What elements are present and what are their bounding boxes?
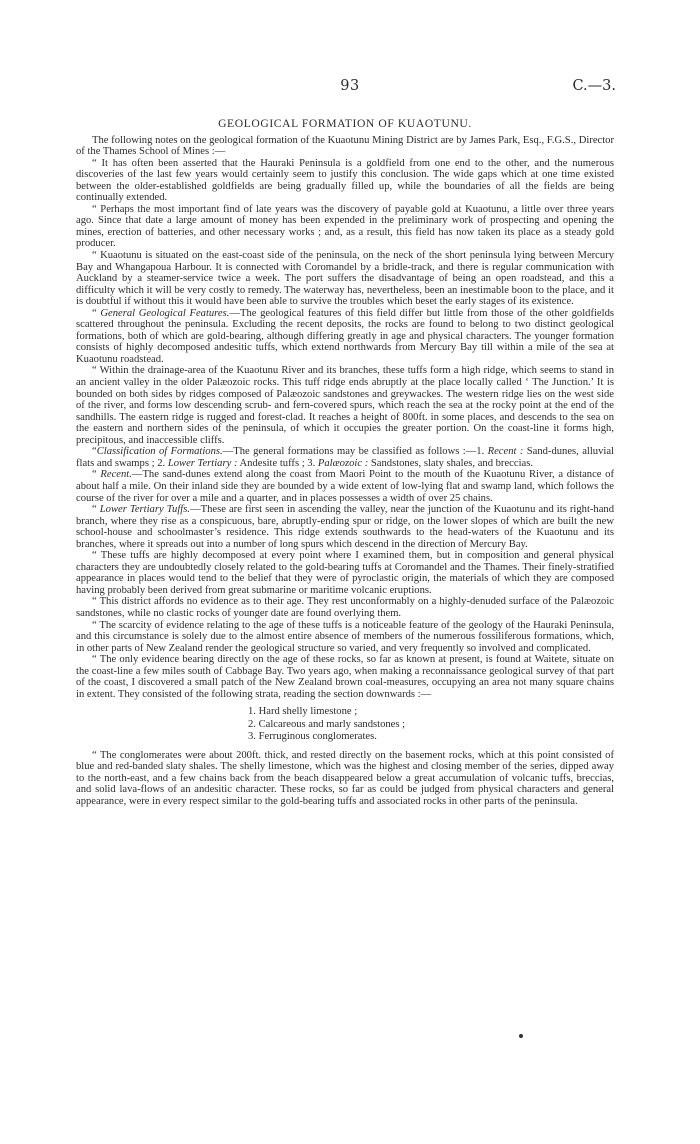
strata-item: 2. Calcareous and marly sandstones ; bbox=[248, 718, 406, 730]
paragraph-discovery: “ Perhaps the most important find of late years was the discovery of payable gold at Kuaotunu, a little over three years ago. Since that date a large amount of money has been expended in the preliminary work of prospecting and opening the mines, erection of batteries, and other necessary works ; and, as a result, this field has now taken its place as a steady gold producer. bbox=[76, 203, 614, 250]
strata-item: 3. Ferruginous conglomerates. bbox=[248, 731, 377, 743]
term-palaeozoic: Palæozoic : bbox=[317, 457, 369, 469]
heading-lower-tertiary-tuffs: Lower Tertiary Tuffs. bbox=[99, 504, 191, 516]
paragraph-lower-tertiary-tuffs bbox=[76, 504, 614, 550]
quote-mark: “ bbox=[92, 307, 101, 319]
paragraph-waitete: “ The only evidence bearing directly on the age of these rocks, so far as known at present, is found at Waitete, situate on the coast-line a few miles south of Cabbage Bay. Two years ago, when making a reconnaissance geological survey of that part of the coast, I discovered a small patch of the New Zealand brown coal-measures, occupying an area not many square chains in extent. They consisted of the following strata, reading the section downwards :— bbox=[76, 654, 614, 700]
paragraph-text: Sandstones, slaty shales, and breccias. bbox=[368, 457, 533, 469]
document-body bbox=[76, 118, 614, 808]
quote-mark: “ bbox=[92, 446, 97, 458]
term-recent: Recent : bbox=[487, 446, 524, 458]
paragraph-text: —The sand-dunes extend along the coast from Maori Point to the mouth of the Kuaotunu River, a distance of about half a mile. On their inland side they are bounded by a wide extent of low-lying flat and swamp land, which follows the course of the river for over a mile and a quarter, and in places possesses a width of over 25 chains. bbox=[76, 469, 614, 504]
paragraph-conglomerates: “ The conglomerates were about 200ft. thick, and rested directly on the basement rocks, which at this point consisted of blue and red-banded slaty shales. The shelly limestone, which was the highest and closing member of the series, dipped away to the north-east, and a few chains back from the beach disappeared below a great accumulation of volcanic tuffs, breccias, and solid lava-flows of an andesitic character. These rocks, so far as could be judged from physical characters and general appearance, were in every respect similar to the gold-bearing tuffs and associated rocks in other parts of the peninsula. bbox=[76, 749, 614, 808]
paragraph-tuffs-decomposed: “ These tuffs are highly decomposed at every point where I examined them, but in composition and general physical characters they are undoubtedly closely related to the gold-bearing tuffs at Coromandel and the Thames. Their finely-stratified appearance in places would tend to the belief that they were of pyroclastic origin, the materials of which they are composed having probably been derived from great submarine or maritime volcanic eruptions. bbox=[76, 550, 614, 596]
paragraph-text: Andesite tuffs ; 3. bbox=[237, 457, 318, 469]
paragraph-text: —The general formations may be classified as follows :—1. bbox=[222, 446, 488, 458]
paragraph-text: —These are first seen in ascending the valley, near the junction of the Kuaotunu and its right-hand branch, where they rise as a conspicuous, bare, abruptly-ending spur or ridge, on the lower slopes of which are built the new school-house and schoolmaster’s residence. This ridge extends southwards to the head-waters of the Kuaotunu and its branches, where it spreads out into a number of long spurs which descend in the direction of Mercury Bay. bbox=[76, 504, 615, 550]
term-lower-tertiary: Lower Tertiary : bbox=[167, 457, 238, 469]
document-code: C.—3. bbox=[572, 78, 616, 94]
heading-recent: Recent. bbox=[100, 469, 132, 481]
strata-item: 1. Hard shelly limestone ; bbox=[248, 706, 358, 718]
quote-mark: “ bbox=[92, 504, 100, 516]
heading-general-features: General Geological Features. bbox=[100, 307, 230, 319]
quote-mark: “ bbox=[92, 469, 101, 481]
paragraph-drainage-area: “ Within the drainage-area of the Kuaotunu River and its branches, these tuffs form a high ridge, which seems to stand in an ancient valley in the older Palæozoic rocks. This tuff ridge ends abruptly at the place locally called ‘ The Junction.’ It is bounded on both sides by ridges composed of Palæozoic sandstones and greywackes. The western ridge lies on the west side of the river, and forms low descending scrub- and fern-covered spurs, which reach the sea at the rocky point at the end of the sandhills. The eastern ridge is rugged and forest-clad. It reaches a height of 800ft. in some places, and descends to the sea on the eastern and northern sides of the peninsula, of which it occupies the greater portion. On the coast-line it forms high, precipitous, and inaccessible cliffs. bbox=[76, 365, 614, 446]
heading-classification: Classification of Formations. bbox=[96, 446, 223, 458]
paragraph-general-features bbox=[76, 308, 614, 366]
paragraph-intro: The following notes on the geological formation of the Kuaotunu Mining District are by James Park, Esq., F.G.S., Director of the Thames School of Mines :— bbox=[76, 134, 614, 158]
paragraph-text: —The geological features of this field differ but little from those of the other goldfields scattered throughout the peninsula. Excluding the recent deposits, the rocks are found to belong to two distinct geological formations, both of which are gold-bearing, although differing greatly in age and physical characters. The younger formation consists of highly decomposed andesitic tuffs, which extend northwards from Mercury Bay till within a mile of the sea at Kuaotunu roadstead. bbox=[76, 307, 615, 365]
paragraph-situation: “ Kuaotunu is situated on the east-coast side of the peninsula, on the neck of the short peninsula lying between Mercury Bay and Whangapoua Harbour. It is connected with Coromandel by a bridle-track, and there is regular communication with Auckland by a steamer-service twice a week. The port suffers the disadvantage of being an open roadstead, and this a difficulty which it will be very costly to remedy. The waterway has, nevertheless, been an inestimable boon to the place, and it is doubtful if without this it would have been able to survive the troubles which beset the early stages of its existence. bbox=[76, 250, 614, 308]
paragraph-text: Sand-dunes, alluvial flats and swamps ; 2. bbox=[76, 446, 614, 469]
paragraph-no-evidence: “ This district affords no evidence as to their age. They rest unconformably on a highly-denuded surface of the Palæozoic sandstones, while no clastic rocks of younger date are found overlying them. bbox=[76, 596, 614, 619]
paragraph-hauraki-goldfield: “ It has often been asserted that the Hauraki Peninsula is a goldfield from one end to the other, and the numerous discoveries of the last few years would certainly seem to justify this conclusion. The wide gaps which at one time existed between the older-established goldfields are being gradually filled up, while the boundaries of all the fields are being continually extended. bbox=[76, 157, 614, 204]
strata-list bbox=[76, 706, 614, 744]
paragraph-classification bbox=[76, 446, 614, 469]
section-title: GEOLOGICAL FORMATION OF KUAOTUNU. bbox=[218, 117, 472, 130]
paragraph-scarcity: “ The scarcity of evidence relating to the age of these tuffs is a noticeable feature of the geology of the Hauraki Peninsula, and this circumstance is solely due to the almost entire absence of members of the numerous fossiliferous formations, which, in other parts of New Zealand render the geological structure so varied, and very frequently so involved and complicated. bbox=[76, 619, 614, 654]
ink-dot bbox=[519, 1034, 523, 1038]
paragraph-recent bbox=[76, 469, 614, 504]
page-number: 93 bbox=[340, 78, 360, 94]
